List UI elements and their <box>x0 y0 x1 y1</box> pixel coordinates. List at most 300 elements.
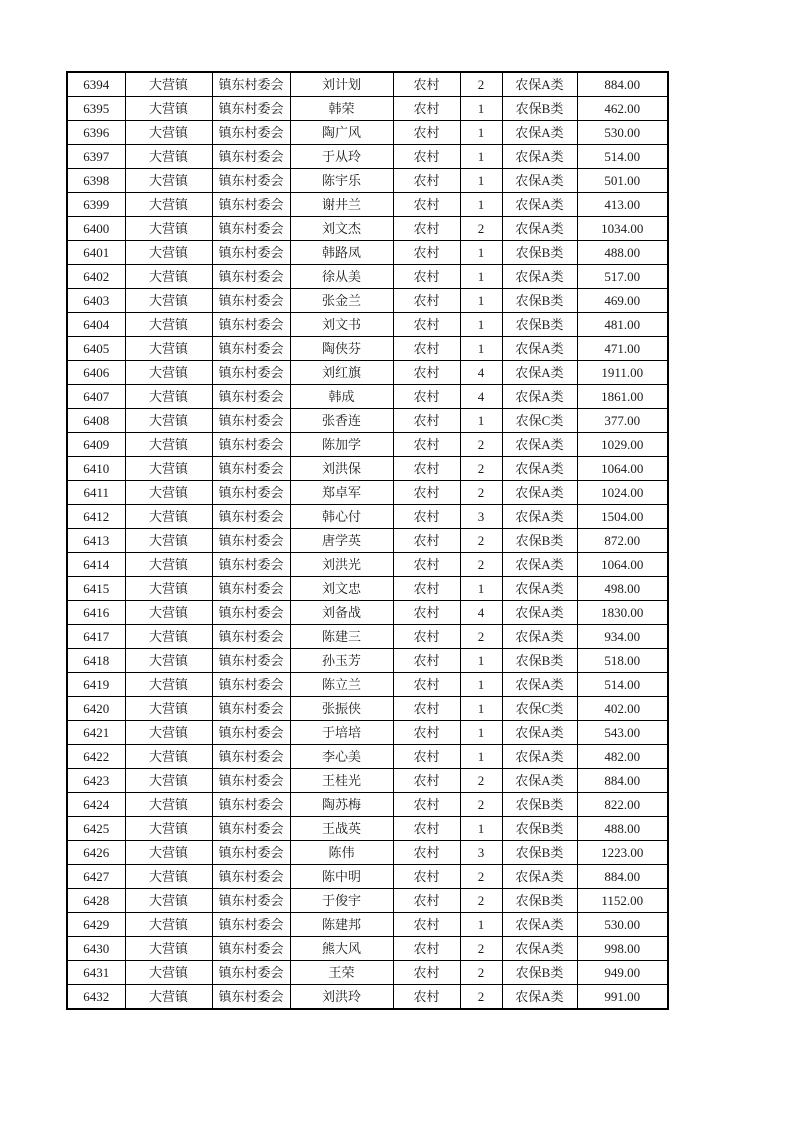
cell-serial-number: 6418 <box>67 649 125 673</box>
benefit-roster-table <box>66 71 669 1010</box>
cell-person-name: 刘计划 <box>290 72 393 97</box>
cell-area-type: 农村 <box>393 121 460 145</box>
cell-insurance-category: 农保A类 <box>502 577 577 601</box>
cell-serial-number: 6407 <box>67 385 125 409</box>
table-row <box>67 433 668 457</box>
table-row <box>67 937 668 961</box>
cell-village-committee: 镇东村委会 <box>212 841 290 865</box>
cell-insurance-category: 农保A类 <box>502 361 577 385</box>
cell-amount: 1024.00 <box>577 481 668 505</box>
cell-insurance-category: 农保B类 <box>502 961 577 985</box>
cell-town: 大营镇 <box>125 601 212 625</box>
cell-person-name: 韩路凤 <box>290 241 393 265</box>
cell-person-name: 刘文杰 <box>290 217 393 241</box>
cell-insurance-category: 农保A类 <box>502 553 577 577</box>
cell-serial-number: 6419 <box>67 673 125 697</box>
cell-serial-number: 6408 <box>67 409 125 433</box>
cell-village-committee: 镇东村委会 <box>212 937 290 961</box>
cell-amount: 1064.00 <box>577 553 668 577</box>
cell-person-count: 1 <box>460 193 502 217</box>
cell-insurance-category: 农保B类 <box>502 817 577 841</box>
cell-town: 大营镇 <box>125 433 212 457</box>
table-row <box>67 961 668 985</box>
cell-serial-number: 6396 <box>67 121 125 145</box>
cell-area-type: 农村 <box>393 289 460 313</box>
cell-person-count: 2 <box>460 217 502 241</box>
cell-serial-number: 6429 <box>67 913 125 937</box>
table-row <box>67 409 668 433</box>
cell-person-name: 张金兰 <box>290 289 393 313</box>
cell-village-committee: 镇东村委会 <box>212 913 290 937</box>
cell-village-committee: 镇东村委会 <box>212 313 290 337</box>
cell-insurance-category: 农保A类 <box>502 169 577 193</box>
cell-amount: 934.00 <box>577 625 668 649</box>
cell-amount: 1034.00 <box>577 217 668 241</box>
cell-serial-number: 6430 <box>67 937 125 961</box>
cell-insurance-category: 农保A类 <box>502 481 577 505</box>
cell-area-type: 农村 <box>393 337 460 361</box>
cell-person-name: 王桂光 <box>290 769 393 793</box>
cell-insurance-category: 农保B类 <box>502 841 577 865</box>
table-row <box>67 313 668 337</box>
cell-serial-number: 6395 <box>67 97 125 121</box>
cell-town: 大营镇 <box>125 193 212 217</box>
cell-town: 大营镇 <box>125 841 212 865</box>
cell-insurance-category: 农保A类 <box>502 913 577 937</box>
cell-person-count: 1 <box>460 745 502 769</box>
cell-serial-number: 6405 <box>67 337 125 361</box>
cell-insurance-category: 农保A类 <box>502 865 577 889</box>
cell-person-name: 陶广风 <box>290 121 393 145</box>
cell-person-name: 刘备战 <box>290 601 393 625</box>
cell-person-count: 2 <box>460 72 502 97</box>
cell-area-type: 农村 <box>393 217 460 241</box>
cell-area-type: 农村 <box>393 241 460 265</box>
cell-person-count: 1 <box>460 697 502 721</box>
cell-village-committee: 镇东村委会 <box>212 529 290 553</box>
cell-area-type: 农村 <box>393 265 460 289</box>
cell-amount: 1861.00 <box>577 385 668 409</box>
cell-person-count: 2 <box>460 529 502 553</box>
cell-person-count: 1 <box>460 409 502 433</box>
cell-serial-number: 6412 <box>67 505 125 529</box>
cell-insurance-category: 农保B类 <box>502 241 577 265</box>
cell-insurance-category: 农保B类 <box>502 97 577 121</box>
cell-village-committee: 镇东村委会 <box>212 121 290 145</box>
table-row <box>67 97 668 121</box>
cell-area-type: 农村 <box>393 673 460 697</box>
cell-area-type: 农村 <box>393 865 460 889</box>
cell-person-count: 1 <box>460 721 502 745</box>
cell-serial-number: 6424 <box>67 793 125 817</box>
cell-town: 大营镇 <box>125 889 212 913</box>
cell-person-count: 4 <box>460 385 502 409</box>
cell-area-type: 农村 <box>393 913 460 937</box>
cell-town: 大营镇 <box>125 361 212 385</box>
cell-town: 大营镇 <box>125 649 212 673</box>
cell-village-committee: 镇东村委会 <box>212 961 290 985</box>
cell-area-type: 农村 <box>393 625 460 649</box>
cell-area-type: 农村 <box>393 745 460 769</box>
cell-person-count: 1 <box>460 673 502 697</box>
cell-serial-number: 6403 <box>67 289 125 313</box>
cell-area-type: 农村 <box>393 145 460 169</box>
cell-town: 大营镇 <box>125 865 212 889</box>
cell-village-committee: 镇东村委会 <box>212 553 290 577</box>
cell-village-committee: 镇东村委会 <box>212 601 290 625</box>
cell-town: 大营镇 <box>125 505 212 529</box>
cell-town: 大营镇 <box>125 265 212 289</box>
cell-amount: 514.00 <box>577 673 668 697</box>
cell-serial-number: 6425 <box>67 817 125 841</box>
cell-village-committee: 镇东村委会 <box>212 409 290 433</box>
cell-area-type: 农村 <box>393 193 460 217</box>
cell-area-type: 农村 <box>393 841 460 865</box>
cell-insurance-category: 农保C类 <box>502 697 577 721</box>
cell-town: 大营镇 <box>125 961 212 985</box>
cell-serial-number: 6431 <box>67 961 125 985</box>
cell-serial-number: 6410 <box>67 457 125 481</box>
cell-serial-number: 6409 <box>67 433 125 457</box>
cell-serial-number: 6423 <box>67 769 125 793</box>
cell-insurance-category: 农保A类 <box>502 265 577 289</box>
table-row <box>67 505 668 529</box>
cell-town: 大营镇 <box>125 673 212 697</box>
cell-person-count: 2 <box>460 769 502 793</box>
cell-person-count: 3 <box>460 841 502 865</box>
cell-insurance-category: 农保A类 <box>502 433 577 457</box>
cell-person-name: 韩成 <box>290 385 393 409</box>
cell-person-name: 陶侠芬 <box>290 337 393 361</box>
cell-area-type: 农村 <box>393 169 460 193</box>
cell-insurance-category: 农保B类 <box>502 313 577 337</box>
table-row <box>67 769 668 793</box>
cell-person-name: 张振侠 <box>290 697 393 721</box>
cell-town: 大营镇 <box>125 577 212 601</box>
cell-amount: 543.00 <box>577 721 668 745</box>
table-row <box>67 817 668 841</box>
cell-person-name: 于培培 <box>290 721 393 745</box>
cell-amount: 1152.00 <box>577 889 668 913</box>
cell-amount: 517.00 <box>577 265 668 289</box>
cell-amount: 998.00 <box>577 937 668 961</box>
cell-person-count: 4 <box>460 601 502 625</box>
table-body <box>67 72 668 1009</box>
table-row <box>67 217 668 241</box>
cell-person-count: 2 <box>460 553 502 577</box>
cell-village-committee: 镇东村委会 <box>212 889 290 913</box>
table-row <box>67 72 668 97</box>
cell-village-committee: 镇东村委会 <box>212 169 290 193</box>
cell-amount: 1504.00 <box>577 505 668 529</box>
cell-town: 大营镇 <box>125 313 212 337</box>
table-row <box>67 793 668 817</box>
cell-area-type: 农村 <box>393 769 460 793</box>
table-row <box>67 289 668 313</box>
cell-serial-number: 6421 <box>67 721 125 745</box>
cell-town: 大营镇 <box>125 97 212 121</box>
table-row <box>67 241 668 265</box>
cell-person-name: 刘文书 <box>290 313 393 337</box>
cell-town: 大营镇 <box>125 241 212 265</box>
cell-serial-number: 6411 <box>67 481 125 505</box>
cell-town: 大营镇 <box>125 145 212 169</box>
cell-area-type: 农村 <box>393 889 460 913</box>
cell-village-committee: 镇东村委会 <box>212 649 290 673</box>
cell-serial-number: 6420 <box>67 697 125 721</box>
cell-village-committee: 镇东村委会 <box>212 865 290 889</box>
cell-person-name: 刘洪保 <box>290 457 393 481</box>
cell-person-count: 2 <box>460 625 502 649</box>
cell-village-committee: 镇东村委会 <box>212 745 290 769</box>
cell-village-committee: 镇东村委会 <box>212 72 290 97</box>
cell-serial-number: 6416 <box>67 601 125 625</box>
cell-person-name: 王荣 <box>290 961 393 985</box>
cell-amount: 872.00 <box>577 529 668 553</box>
cell-serial-number: 6432 <box>67 985 125 1010</box>
cell-town: 大营镇 <box>125 745 212 769</box>
table-row <box>67 193 668 217</box>
cell-town: 大营镇 <box>125 337 212 361</box>
cell-person-count: 1 <box>460 289 502 313</box>
cell-village-committee: 镇东村委会 <box>212 241 290 265</box>
cell-person-name: 孙玉芳 <box>290 649 393 673</box>
cell-town: 大营镇 <box>125 625 212 649</box>
cell-area-type: 农村 <box>393 577 460 601</box>
cell-amount: 471.00 <box>577 337 668 361</box>
cell-person-name: 陈建邦 <box>290 913 393 937</box>
cell-insurance-category: 农保B类 <box>502 529 577 553</box>
cell-person-count: 1 <box>460 337 502 361</box>
cell-amount: 413.00 <box>577 193 668 217</box>
cell-village-committee: 镇东村委会 <box>212 721 290 745</box>
cell-area-type: 农村 <box>393 817 460 841</box>
cell-amount: 501.00 <box>577 169 668 193</box>
cell-area-type: 农村 <box>393 793 460 817</box>
table-row <box>67 913 668 937</box>
cell-serial-number: 6415 <box>67 577 125 601</box>
table-row <box>67 265 668 289</box>
cell-amount: 1911.00 <box>577 361 668 385</box>
cell-area-type: 农村 <box>393 457 460 481</box>
cell-serial-number: 6394 <box>67 72 125 97</box>
cell-person-count: 1 <box>460 313 502 337</box>
cell-amount: 822.00 <box>577 793 668 817</box>
cell-amount: 481.00 <box>577 313 668 337</box>
cell-person-count: 2 <box>460 985 502 1010</box>
cell-serial-number: 6417 <box>67 625 125 649</box>
cell-village-committee: 镇东村委会 <box>212 337 290 361</box>
table-row <box>67 361 668 385</box>
cell-person-name: 陈立兰 <box>290 673 393 697</box>
cell-person-count: 1 <box>460 241 502 265</box>
cell-area-type: 农村 <box>393 937 460 961</box>
cell-person-count: 3 <box>460 505 502 529</box>
cell-amount: 518.00 <box>577 649 668 673</box>
cell-area-type: 农村 <box>393 961 460 985</box>
cell-insurance-category: 农保C类 <box>502 409 577 433</box>
cell-person-name: 刘文忠 <box>290 577 393 601</box>
cell-amount: 1064.00 <box>577 457 668 481</box>
cell-area-type: 农村 <box>393 409 460 433</box>
cell-insurance-category: 农保A类 <box>502 217 577 241</box>
cell-town: 大营镇 <box>125 553 212 577</box>
cell-area-type: 农村 <box>393 985 460 1010</box>
cell-town: 大营镇 <box>125 385 212 409</box>
cell-serial-number: 6406 <box>67 361 125 385</box>
cell-village-committee: 镇东村委会 <box>212 985 290 1010</box>
cell-serial-number: 6414 <box>67 553 125 577</box>
cell-town: 大营镇 <box>125 289 212 313</box>
cell-person-count: 2 <box>460 961 502 985</box>
cell-person-name: 韩心付 <box>290 505 393 529</box>
cell-amount: 530.00 <box>577 121 668 145</box>
table-row <box>67 625 668 649</box>
cell-village-committee: 镇东村委会 <box>212 817 290 841</box>
table-row <box>67 745 668 769</box>
cell-town: 大营镇 <box>125 481 212 505</box>
cell-village-committee: 镇东村委会 <box>212 217 290 241</box>
table-row <box>67 865 668 889</box>
cell-person-count: 1 <box>460 649 502 673</box>
table-row <box>67 985 668 1010</box>
cell-serial-number: 6397 <box>67 145 125 169</box>
cell-person-count: 1 <box>460 121 502 145</box>
table-row <box>67 601 668 625</box>
cell-area-type: 农村 <box>393 601 460 625</box>
cell-person-name: 张香连 <box>290 409 393 433</box>
cell-insurance-category: 农保A类 <box>502 457 577 481</box>
cell-person-name: 唐学英 <box>290 529 393 553</box>
cell-person-count: 1 <box>460 169 502 193</box>
cell-amount: 530.00 <box>577 913 668 937</box>
cell-amount: 991.00 <box>577 985 668 1010</box>
cell-amount: 1029.00 <box>577 433 668 457</box>
cell-person-name: 郑卓军 <box>290 481 393 505</box>
cell-insurance-category: 农保A类 <box>502 601 577 625</box>
cell-person-count: 2 <box>460 457 502 481</box>
cell-village-committee: 镇东村委会 <box>212 385 290 409</box>
cell-insurance-category: 农保A类 <box>502 385 577 409</box>
cell-village-committee: 镇东村委会 <box>212 625 290 649</box>
cell-insurance-category: 农保A类 <box>502 625 577 649</box>
cell-village-committee: 镇东村委会 <box>212 505 290 529</box>
table-sheet <box>66 71 669 1010</box>
cell-town: 大营镇 <box>125 457 212 481</box>
cell-area-type: 农村 <box>393 553 460 577</box>
cell-amount: 462.00 <box>577 97 668 121</box>
cell-person-name: 陶苏梅 <box>290 793 393 817</box>
cell-village-committee: 镇东村委会 <box>212 697 290 721</box>
cell-person-name: 于从玲 <box>290 145 393 169</box>
cell-area-type: 农村 <box>393 361 460 385</box>
cell-person-count: 2 <box>460 433 502 457</box>
cell-person-name: 陈伟 <box>290 841 393 865</box>
cell-insurance-category: 农保B类 <box>502 793 577 817</box>
cell-insurance-category: 农保A类 <box>502 193 577 217</box>
table-row <box>67 577 668 601</box>
cell-town: 大营镇 <box>125 985 212 1010</box>
cell-amount: 488.00 <box>577 817 668 841</box>
cell-person-count: 1 <box>460 577 502 601</box>
cell-serial-number: 6402 <box>67 265 125 289</box>
cell-area-type: 农村 <box>393 529 460 553</box>
cell-serial-number: 6422 <box>67 745 125 769</box>
cell-person-name: 陈建三 <box>290 625 393 649</box>
cell-person-name: 于俊宇 <box>290 889 393 913</box>
table-row <box>67 673 668 697</box>
cell-amount: 482.00 <box>577 745 668 769</box>
table-row <box>67 889 668 913</box>
cell-amount: 488.00 <box>577 241 668 265</box>
cell-amount: 949.00 <box>577 961 668 985</box>
cell-person-name: 陈中明 <box>290 865 393 889</box>
cell-serial-number: 6404 <box>67 313 125 337</box>
cell-serial-number: 6413 <box>67 529 125 553</box>
cell-village-committee: 镇东村委会 <box>212 793 290 817</box>
table-row <box>67 529 668 553</box>
cell-village-committee: 镇东村委会 <box>212 481 290 505</box>
cell-person-name: 徐从美 <box>290 265 393 289</box>
cell-person-name: 刘洪玲 <box>290 985 393 1010</box>
cell-insurance-category: 农保B类 <box>502 649 577 673</box>
cell-insurance-category: 农保A类 <box>502 72 577 97</box>
table-row <box>67 457 668 481</box>
cell-insurance-category: 农保A类 <box>502 721 577 745</box>
cell-town: 大营镇 <box>125 72 212 97</box>
cell-town: 大营镇 <box>125 817 212 841</box>
cell-amount: 498.00 <box>577 577 668 601</box>
cell-serial-number: 6427 <box>67 865 125 889</box>
cell-amount: 402.00 <box>577 697 668 721</box>
table-row <box>67 721 668 745</box>
cell-person-count: 4 <box>460 361 502 385</box>
cell-serial-number: 6399 <box>67 193 125 217</box>
cell-area-type: 农村 <box>393 433 460 457</box>
cell-insurance-category: 农保A类 <box>502 937 577 961</box>
cell-town: 大营镇 <box>125 697 212 721</box>
cell-person-name: 王战英 <box>290 817 393 841</box>
cell-area-type: 农村 <box>393 385 460 409</box>
cell-person-count: 1 <box>460 817 502 841</box>
cell-village-committee: 镇东村委会 <box>212 769 290 793</box>
cell-amount: 469.00 <box>577 289 668 313</box>
cell-insurance-category: 农保A类 <box>502 673 577 697</box>
cell-person-count: 1 <box>460 97 502 121</box>
cell-person-count: 2 <box>460 889 502 913</box>
cell-insurance-category: 农保A类 <box>502 145 577 169</box>
cell-person-name: 熊大风 <box>290 937 393 961</box>
cell-person-count: 1 <box>460 913 502 937</box>
cell-town: 大营镇 <box>125 937 212 961</box>
cell-area-type: 农村 <box>393 481 460 505</box>
cell-village-committee: 镇东村委会 <box>212 433 290 457</box>
cell-insurance-category: 农保A类 <box>502 505 577 529</box>
cell-person-name: 韩荣 <box>290 97 393 121</box>
cell-town: 大营镇 <box>125 793 212 817</box>
table-row <box>67 145 668 169</box>
cell-village-committee: 镇东村委会 <box>212 673 290 697</box>
table-row <box>67 337 668 361</box>
cell-insurance-category: 农保A类 <box>502 769 577 793</box>
cell-amount: 1830.00 <box>577 601 668 625</box>
cell-amount: 884.00 <box>577 72 668 97</box>
cell-amount: 377.00 <box>577 409 668 433</box>
cell-serial-number: 6428 <box>67 889 125 913</box>
cell-person-count: 2 <box>460 793 502 817</box>
cell-amount: 1223.00 <box>577 841 668 865</box>
cell-insurance-category: 农保A类 <box>502 337 577 361</box>
